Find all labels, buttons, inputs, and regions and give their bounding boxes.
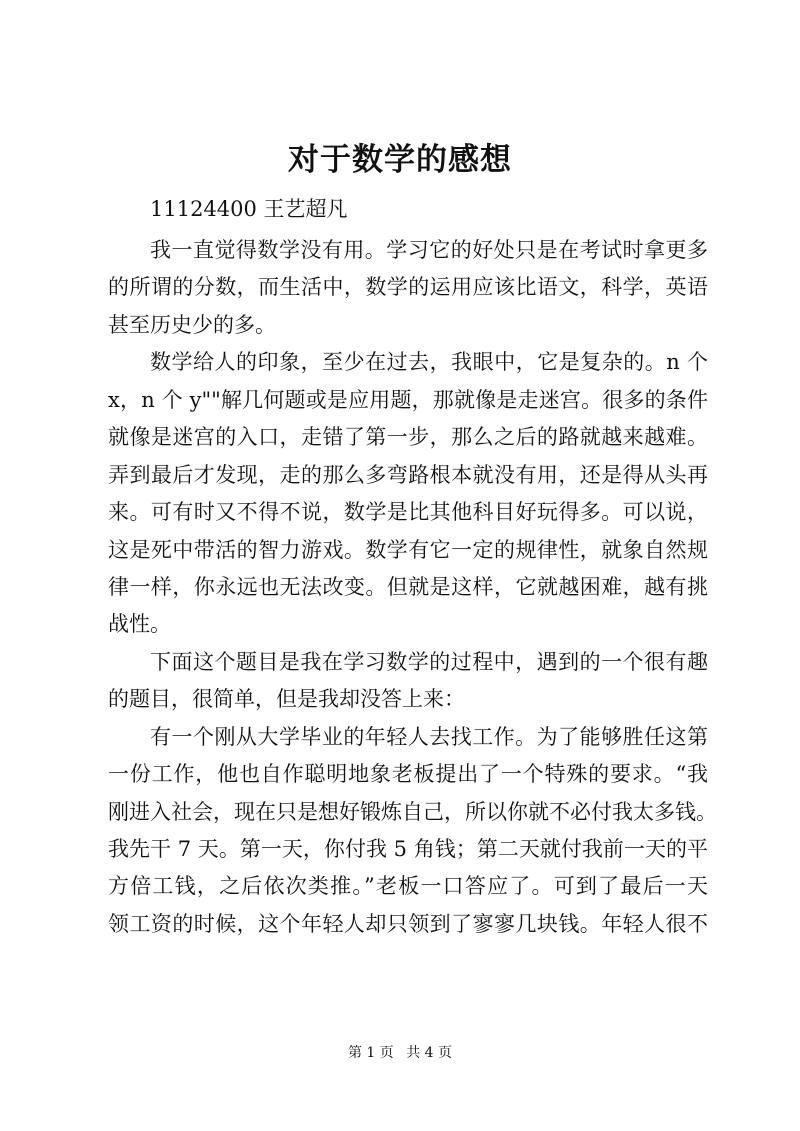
paragraph-line: 我一直觉得数学没有用。学习它的好处只是在考试时拿更多 [150, 238, 708, 262]
paragraph-line: 律一样，你永远也无法改变。但就是这样，它就越困难，越有挑 [108, 574, 708, 599]
paragraph [108, 719, 717, 944]
paragraph-line: 战性。 [108, 612, 171, 637]
paragraph-line: 甚至历史少的多。 [108, 312, 276, 337]
paragraph-line: 我先干 7 天。第一天，你付我 5 角钱；第二天就付我前一天的平 [108, 837, 708, 861]
paragraph-line: 领工资的时候，这个年轻人却只领到了寥寥几块钱。年轻人很不 [108, 911, 708, 936]
page-number: 第 1 页 [347, 1045, 394, 1061]
paragraph [108, 344, 708, 644]
paragraph-line: 一份工作，他也自作聪明地象老板提出了一个特殊的要求。“我 [108, 762, 708, 787]
paragraph [108, 232, 708, 344]
paragraph-line: 的题目，很简单，但是我却没答上来： [108, 687, 465, 712]
document-title: 对于数学的感想 [288, 142, 512, 178]
page-footer [0, 1043, 800, 1063]
paragraph-line: 刚进入社会，现在只是想好锻炼自己，所以你就不必付我太多钱。 [108, 799, 717, 824]
paragraph-line: 有一个刚从大学毕业的年轻人去找工作。为了能够胜任这第 [150, 724, 708, 749]
paragraph-line: 这是死中带活的智力游戏。数学有它一定的规律性，就象自然规 [108, 537, 708, 562]
paragraph [108, 644, 708, 719]
paragraph-line: 就像是迷宫的入口，走错了第一步，那么之后的路就越来越难。 [108, 425, 708, 450]
document-body [108, 232, 717, 943]
paragraph-line: 的所谓的分数，而生活中，数学的运用应该比语文，科学，英语 [108, 275, 708, 300]
author-line: 11124400 王艺超凡 [150, 197, 348, 221]
paragraph-line: 下面这个题目是我在学习数学的过程中，遇到的一个很有趣 [150, 649, 708, 674]
paragraph-line: x，n 个 y""解几何题或是应用题，那就像是走迷宫。很多的条件 [108, 387, 708, 412]
paragraph-line: 数学给人的印象，至少在过去，我眼中，它是复杂的。n 个 [150, 350, 708, 375]
paragraph-line: 弄到最后才发现，走的那么多弯路根本就没有用，还是得从头再 [108, 462, 708, 487]
paragraph-line: 方倍工钱，之后依次类推。”老板一口答应了。可到了最后一天 [108, 874, 708, 899]
page-total: 共 4 页 [406, 1045, 453, 1061]
paragraph-line: 来。可有时又不得不说，数学是比其他科目好玩得多。可以说， [108, 500, 708, 525]
